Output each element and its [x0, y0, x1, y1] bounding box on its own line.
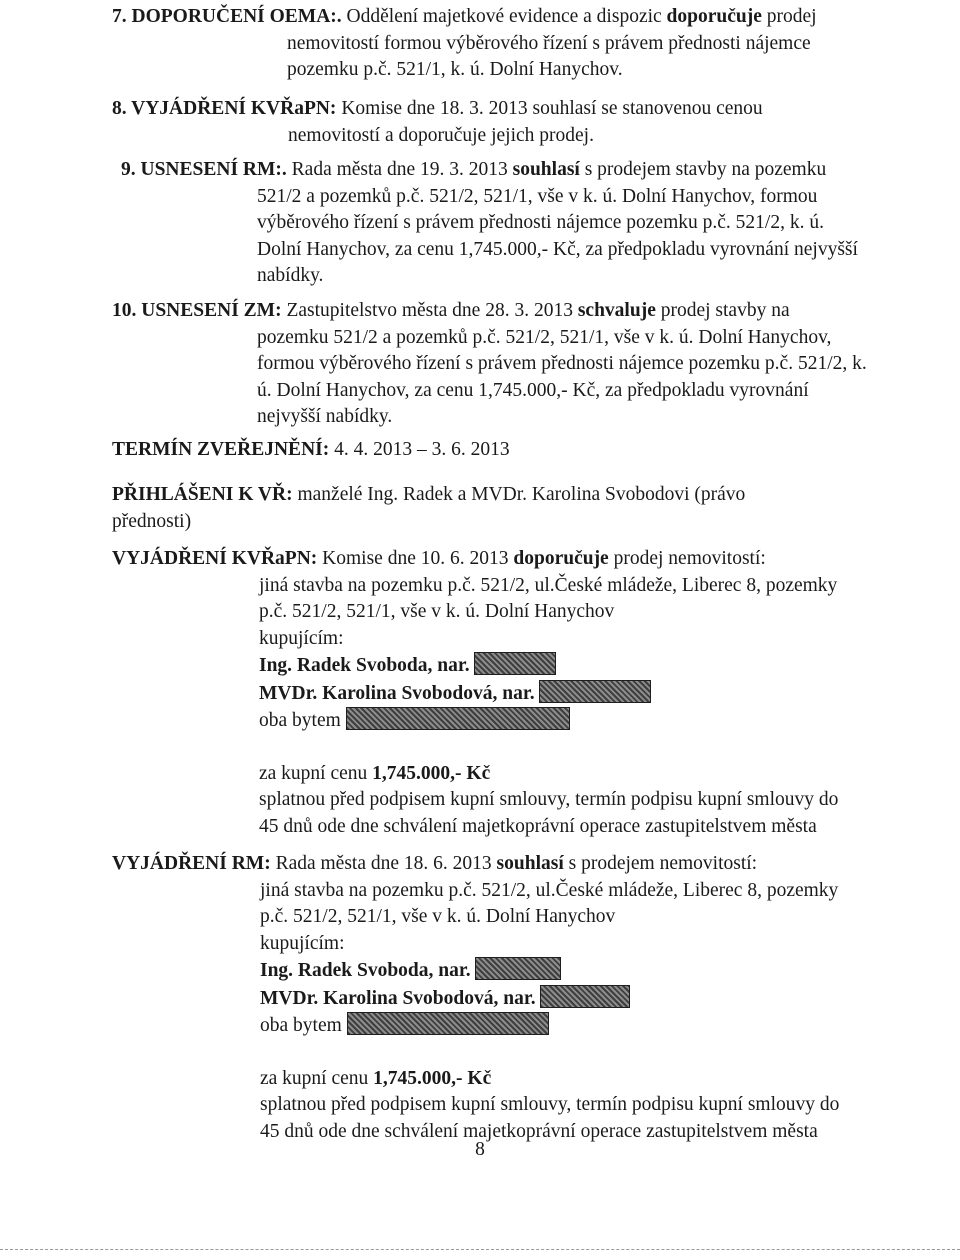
- section-9-line-1: 9. USNESENÍ RM:. Rada města dne 19. 3. 2013 souhlasí s prodejem stavby na pozemku: [121, 159, 827, 180]
- section-8-line-1: 8. VYJÁDŘENÍ KVŘaPN: Komise dne 18. 3. 2013 souhlasí se stanovenou cenou: [112, 98, 763, 119]
- section-10-heading: 10. USNESENÍ ZM:: [112, 300, 282, 321]
- kvrapn-buyer-1: Ing. Radek Svoboda, nar.: [112, 652, 838, 680]
- rm-line-2: jiná stavba na pozemku p.č. 521/2, ul.České mládeže, Liberec 8, pozemky: [260, 879, 839, 901]
- prihlaseni-line-2: přednosti): [112, 510, 192, 532]
- section-8-heading: 8. VYJÁDŘENÍ KVŘaPN:: [112, 98, 337, 119]
- termin-heading: TERMÍN ZVEŘEJNĚNÍ:: [112, 439, 330, 460]
- section-9-line-2: 521/2 a pozemků p.č. 521/2, 521/1, vše v k. ú. Dolní Hanychov, formou: [257, 185, 818, 207]
- prihlaseni-heading: PŘIHLÁŠENI K VŘ:: [112, 484, 293, 505]
- rm-line-8: splatnou před podpisem kupní smlouvy, termín podpisu kupní smlouvy do: [260, 1094, 840, 1115]
- redaction-block: [475, 957, 561, 980]
- prihlaseni-k-vr: PŘIHLÁŠENI K VŘ: manželé Ing. Radek a MVDr. Karolina Svobodovi (právo přednosti): [112, 482, 745, 535]
- kvrapn-line-8: splatnou před podpisem kupní smlouvy, termín podpisu kupní smlouvy do: [259, 789, 839, 810]
- kvrapn-buyer-2: MVDr. Karolina Svobodová, nar.: [112, 680, 838, 708]
- kvrapn-line-4: kupujícím:: [259, 627, 344, 649]
- section-9-line-4: Dolní Hanychov, za cenu 1,745.000,- Kč, za předpokladu vyrovnání nejvyšší: [257, 238, 858, 260]
- section-7-line-1: 7. DOPORUČENÍ OEMA:. Oddělení majetkové evidence a dispozic doporučuje prodej: [112, 6, 817, 27]
- termin-value: 4. 4. 2013 – 3. 6. 2013: [334, 439, 510, 460]
- rm-price: za kupní cenu 1,745.000,- Kč: [260, 1067, 492, 1089]
- section-10-line-1: 10. USNESENÍ ZM: Zastupitelstvo města dne 28. 3. 2013 schvaluje prodej stavby na: [112, 300, 790, 321]
- rm-statement: [112, 851, 839, 1145]
- termin-zverejneni: [112, 437, 510, 464]
- redaction-block: [346, 707, 570, 730]
- rm-heading: VYJÁDŘENÍ RM:: [112, 853, 271, 874]
- section-10-line-2: pozemku 521/2 a pozemků p.č. 521/2, 521/1, vše v k. ú. Dolní Hanychov,: [257, 326, 832, 348]
- rm-line-1: VYJÁDŘENÍ RM: Rada města dne 18. 6. 2013 souhlasí s prodejem nemovitostí:: [112, 853, 758, 874]
- redaction-block: [540, 985, 630, 1008]
- section-10-line-3: formou výběrového řízení s právem přednosti nájemce pozemku p.č. 521/2, k.: [257, 353, 867, 374]
- section-7: [112, 4, 817, 84]
- section-10: [112, 298, 867, 431]
- kvrapn-address: oba bytem: [112, 707, 838, 735]
- kvrapn-statement: [112, 546, 838, 840]
- rm-line-9: 45 dnů ode dne schválení majetkoprávní operace zastupitelstvem města: [260, 1120, 818, 1142]
- rm-buyer-2: MVDr. Karolina Svobodová, nar.: [112, 985, 839, 1013]
- kvrapn-line-2: jiná stavba na pozemku p.č. 521/2, ul.České mládeže, Liberec 8, pozemky: [259, 574, 838, 596]
- kvrapn-line-3: p.č. 521/2, 521/1, vše v k. ú. Dolní Hanychov: [259, 601, 615, 622]
- section-7-heading: 7. DOPORUČENÍ OEMA:.: [112, 6, 342, 27]
- page-number: 8: [475, 1139, 485, 1160]
- section-9: [121, 157, 858, 290]
- rm-line-3: p.č. 521/2, 521/1, vše v k. ú. Dolní Hanychov: [260, 906, 616, 927]
- section-9-heading: 9. USNESENÍ RM:.: [121, 159, 287, 180]
- rm-line-4: kupujícím:: [260, 932, 345, 954]
- section-9-line-5: nabídky.: [257, 265, 324, 286]
- rm-buyer-1: Ing. Radek Svoboda, nar.: [112, 957, 839, 985]
- kvrapn-heading: VYJÁDŘENÍ KVŘaPN:: [112, 548, 318, 569]
- redaction-block: [539, 680, 651, 703]
- scan-edge-rule: [0, 1249, 960, 1250]
- rm-address: oba bytem: [112, 1012, 839, 1040]
- redaction-block: [474, 652, 556, 675]
- section-8: [112, 96, 763, 149]
- section-7-line-2: nemovitostí formou výběrového řízení s právem přednosti nájemce: [287, 32, 811, 54]
- section-9-line-3: výběrového řízení s právem přednosti nájemce pozemku p.č. 521/2, k. ú.: [257, 212, 824, 233]
- section-8-line-2: nemovitostí a doporučuje jejich prodej.: [288, 124, 594, 146]
- kvrapn-price: za kupní cenu 1,745.000,- Kč: [259, 762, 491, 784]
- section-7-line-3: pozemku p.č. 521/1, k. ú. Dolní Hanychov.: [287, 59, 623, 80]
- kvrapn-line-1: VYJÁDŘENÍ KVŘaPN: Komise dne 10. 6. 2013 doporučuje prodej nemovitostí:: [112, 548, 766, 569]
- kvrapn-line-9: 45 dnů ode dne schválení majetkoprávní operace zastupitelstvem města: [259, 815, 817, 837]
- redaction-block: [347, 1012, 549, 1035]
- section-10-line-5: nejvyšší nabídky.: [257, 406, 393, 427]
- section-10-line-4: ú. Dolní Hanychov, za cenu 1,745.000,- Kč, za předpokladu vyrovnání: [257, 379, 809, 401]
